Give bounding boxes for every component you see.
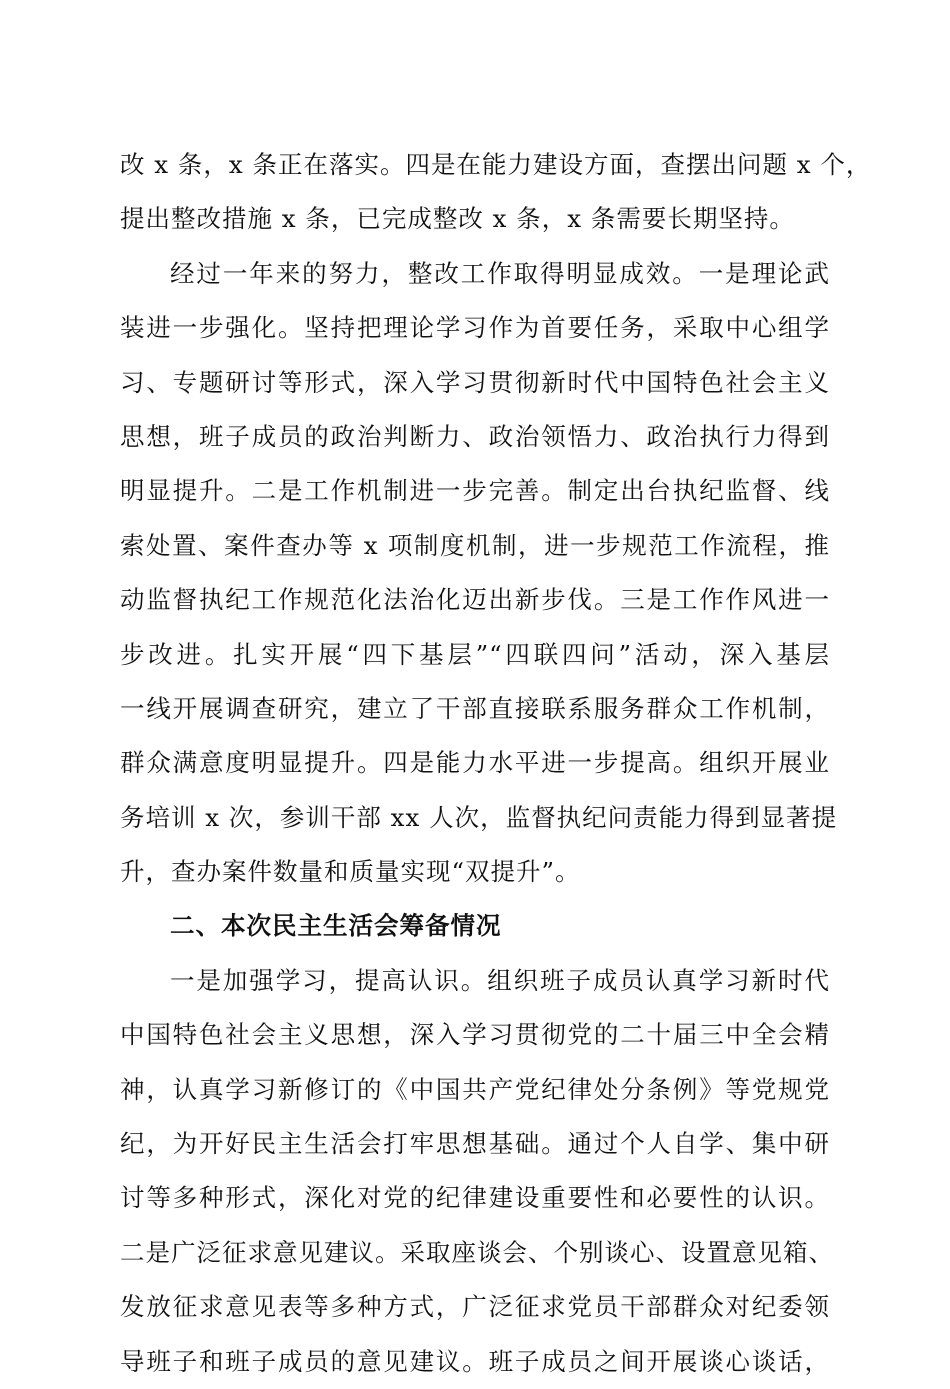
text-line: 发放征求意见表等多种方式，广泛征求党员干部群众对纪委领	[120, 1292, 830, 1322]
text-line: 习、专题研讨等形式，深入学习贯彻新时代中国特色社会主义	[120, 367, 830, 397]
document-body	[120, 138, 872, 1389]
text-line: 二是广泛征求意见建议。采取座谈会、个别谈心、设置意见箱、	[120, 1237, 834, 1267]
text-line: 索处置、案件查办等 x 项制度机制，进一步规范工作流程，推	[120, 530, 830, 560]
section-heading: 二、本次民主生活会筹备情况	[170, 911, 502, 941]
text-line: 神，认真学习新修订的《中国共产党纪律处分条例》等党规党	[120, 1074, 830, 1104]
text-line: 装进一步强化。坚持把理论学习作为首要任务，采取中心组学	[120, 313, 830, 343]
text-line: 一线开展调查研究，建立了干部直接联系服务群众工作机制，	[120, 693, 830, 723]
text-line: 导班子和班子成员的意见建议。班子成员之间开展谈心谈话，	[120, 1346, 830, 1376]
text-line: 明显提升。二是工作机制进一步完善。制定出台执纪监督、线	[120, 476, 830, 506]
text-line: 纪，为开好民主生活会打牢思想基础。通过个人自学、集中研	[120, 1129, 830, 1159]
text-line: 步改进。扎实开展“四下基层”“四联四问”活动，深入基层	[120, 639, 830, 669]
text-line: 动监督执纪工作规范化法治化迈出新步伐。三是工作作风进一	[120, 585, 830, 615]
text-line: 升，查办案件数量和质量实现“双提升”。	[120, 857, 581, 887]
text-line: 群众满意度明显提升。四是能力水平进一步提高。组织开展业	[120, 748, 830, 778]
text-line: 务培训 x 次，参训干部 xx 人次，监督执纪问责能力得到显著提	[120, 802, 838, 832]
text-line: 思想，班子成员的政治判断力、政治领悟力、政治执行力得到	[120, 421, 830, 451]
text-line: 中国特色社会主义思想，深入学习贯彻党的二十届三中全会精	[120, 1020, 830, 1050]
text-line: 改 x 条，x 条正在落实。四是在能力建设方面，查摆出问题 x 个，	[120, 150, 872, 179]
text-line: 提出整改措施 x 条，已完成整改 x 条，x 条需要长期坚持。	[120, 204, 795, 234]
text-line: 讨等多种形式，深化对党的纪律建设重要性和必要性的认识。	[120, 1183, 830, 1213]
paragraph-start-line: 一是加强学习，提高认识。组织班子成员认真学习新时代	[170, 965, 830, 995]
paragraph-start-line: 经过一年来的努力，整改工作取得明显成效。一是理论武	[170, 258, 830, 288]
